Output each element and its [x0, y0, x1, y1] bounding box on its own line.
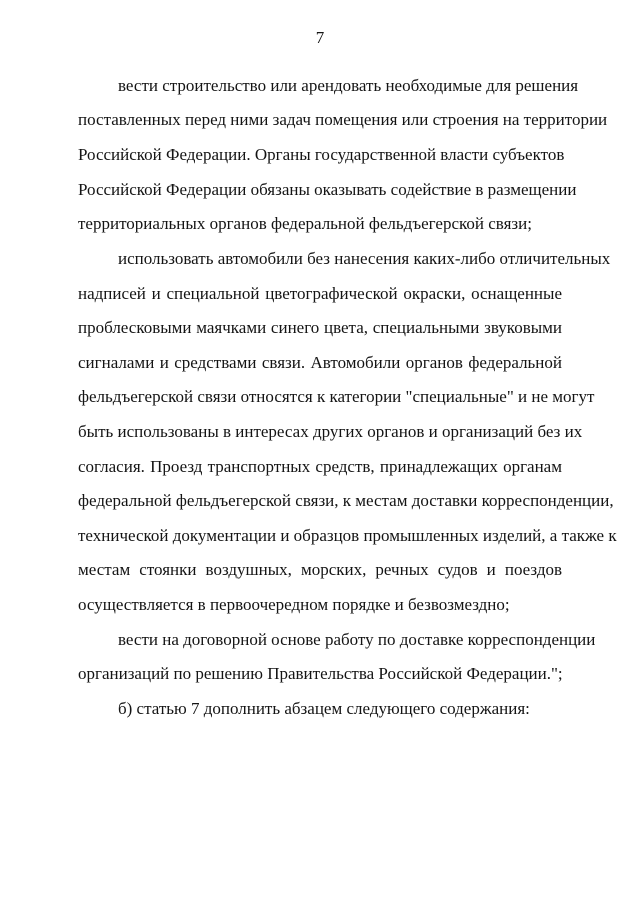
- text-line: б) статью 7 дополнить абзацем следующего содержания:: [118, 699, 530, 718]
- text-line: территориальных органов федеральной фельдъегерской связи;: [78, 214, 532, 233]
- text-line: фельдъегерской связи относятся к категории "специальные" и не могут: [78, 387, 595, 406]
- text-line: согласия. Проезд транспортных средств, принадлежащих органам: [78, 457, 562, 476]
- text-line: технической документации и образцов промышленных изделий, а также к: [78, 526, 617, 545]
- text-line: поставленных перед ними задач помещения или строения на территории: [78, 110, 608, 129]
- text-line: организаций по решению Правительства Российской Федерации.";: [78, 664, 563, 683]
- text-line: осуществляется в первоочередном порядке и безвозмездно;: [78, 595, 510, 614]
- text-line: федеральной фельдъегерской связи, к местам доставки корреспонденции,: [78, 491, 614, 510]
- text-line: надписей и специальной цветографической окраски, оснащенные: [78, 284, 562, 303]
- text-line: проблесковыми маячками синего цвета, специальными звуковыми: [78, 318, 562, 337]
- text-line: местам стоянки воздушных, морских, речных судов и поездов: [78, 560, 562, 579]
- page-number: 7: [315, 28, 325, 47]
- text-line: быть использованы в интересах других органов и организаций без их: [78, 422, 583, 441]
- text-line: использовать автомобили без нанесения каких-либо отличительных: [118, 249, 611, 268]
- text-line: вести на договорной основе работу по доставке корреспонденции: [118, 630, 596, 649]
- text-line: вести строительство или арендовать необходимые для решения: [118, 76, 579, 95]
- text-line: Российской Федерации. Органы государственной власти субъектов: [78, 145, 565, 164]
- text-line: Российской Федерации обязаны оказывать содействие в размещении: [78, 180, 577, 199]
- text-line: сигналами и средствами связи. Автомобили органов федеральной: [78, 353, 562, 372]
